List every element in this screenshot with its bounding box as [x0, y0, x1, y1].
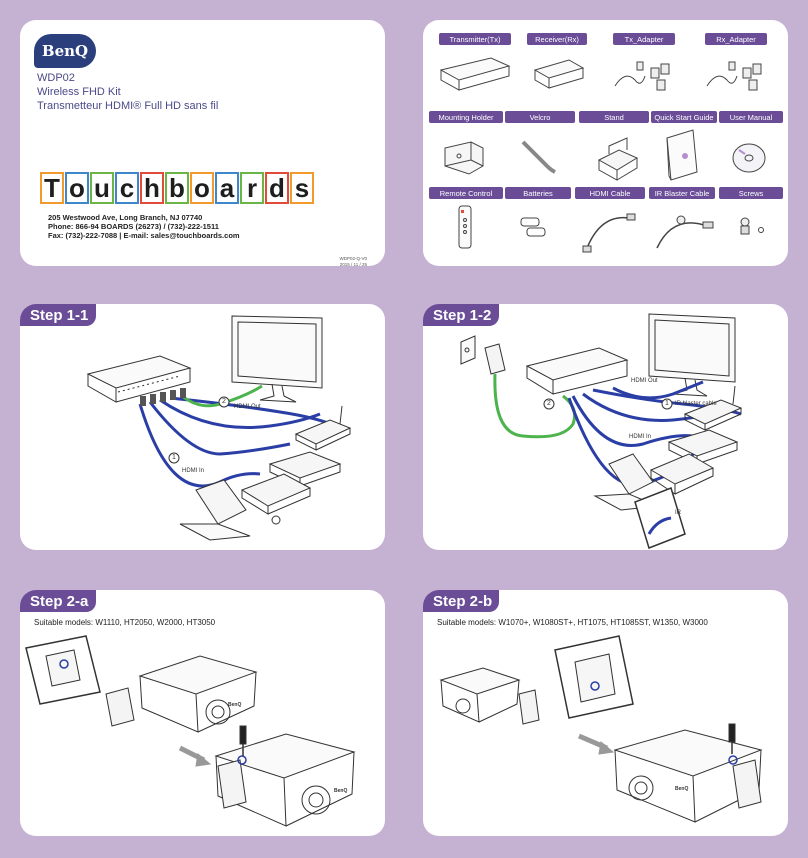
stand-illustration [599, 138, 637, 180]
clip-device-illustration [519, 690, 539, 724]
step-1-2-diagram [423, 304, 788, 550]
cover-panel [20, 20, 385, 266]
step-2-b-tag: Step 2-b [423, 590, 499, 612]
rx-adapter-illustration [707, 62, 761, 90]
projector-brand-bottom: BenQ [675, 786, 689, 792]
parts-illustrations [423, 20, 788, 266]
dealer-phone: Phone: 866-94 BOARDS (26273) / (732)-222-1511 [48, 222, 219, 231]
step-2-a-panel [20, 590, 385, 836]
ir-zoom-inset [635, 488, 685, 548]
laptop-illustration [180, 480, 250, 540]
mounted-device-illustration [218, 756, 246, 808]
step-2-a-tag: Step 2-a [20, 590, 96, 612]
receiver-illustration [535, 60, 583, 88]
part-label-screws: Screws [719, 187, 783, 199]
callout-num-2: 2 [547, 400, 551, 407]
dealer-fax: Fax: (732)-222-7088 | E-mail: sales@touchboards.com [48, 231, 240, 240]
callout-num-1: 1 [665, 400, 669, 407]
part-label-tx-adapter: Tx_Adapter [613, 33, 675, 45]
mounting-holder-illustration [445, 142, 483, 174]
touchboards-wordmark [40, 172, 315, 204]
game-console-illustration [651, 454, 713, 494]
receiver-device-illustration [685, 386, 741, 430]
transmitter-box-illustration [527, 348, 627, 394]
clip-device-illustration [106, 688, 134, 726]
mounted-device-illustration [729, 756, 761, 808]
quick-start-guide-illustration [667, 130, 697, 180]
part-label-receiver: Receiver(Rx) [527, 33, 587, 45]
projector-brand-top: BenQ [228, 702, 242, 708]
model-name: WDP02 [37, 72, 75, 84]
part-label-rx-adapter: Rx_Adapter [705, 33, 767, 45]
part-label-quick-start-guide: Quick Start Guide [651, 111, 717, 123]
tx-adapter-illustration [615, 62, 669, 90]
doc-date: 2015 / 11 / 25 [339, 262, 367, 266]
suitable-models-2a: Suitable models: W1110, HT2050, W2000, HT3050 [34, 618, 216, 627]
touchboards-logo [40, 172, 315, 204]
benq-logo: BenQ [34, 34, 96, 68]
step-1-1-panel [20, 304, 385, 550]
label-hdmi-in: HDMI In [182, 468, 205, 474]
batteries-illustration [521, 218, 545, 236]
step-2-a-diagram [20, 590, 385, 836]
part-label-transmitter: Transmitter(Tx) [439, 33, 511, 45]
part-label-mounting-holder: Mounting Holder [429, 111, 503, 123]
part-label-ir-blaster-cable: IR Blaster Cable [649, 187, 715, 199]
part-label-velcro: Velcro [505, 111, 575, 123]
touchboards-letter: c [115, 172, 139, 204]
step-1-2-tag: Step 1-2 [423, 304, 499, 326]
power-adapter-illustration [485, 344, 505, 374]
receiver-device-illustration [296, 406, 350, 450]
touchboards-letter: h [140, 172, 164, 204]
hdmi-cable-illustration [583, 214, 635, 252]
label-ir: IR [675, 510, 681, 516]
down-arrow-head [196, 754, 210, 766]
touchboards-letter: d [265, 172, 289, 204]
part-label-hdmi-cable: HDMI Cable [575, 187, 645, 199]
suitable-models-2b: Suitable models: W1070+, W1080ST+, HT1075, HT1085ST, W1350, W3000 [437, 618, 708, 627]
bracket-zoom-inset [26, 636, 100, 704]
projector-top-illustration [441, 668, 519, 722]
dealer-address: 205 Westwood Ave, Long Branch, NJ 07740 [48, 213, 203, 222]
subtitle-en: Wireless FHD Kit [37, 86, 121, 98]
step-1-2-panel [423, 304, 788, 550]
package-contents-panel [423, 20, 788, 266]
ir-blaster-illustration [657, 216, 713, 248]
touchboards-letter: a [215, 172, 239, 204]
wall-outlet-illustration [461, 336, 475, 364]
bracket-zoom-inset [555, 636, 633, 718]
transmitter-illustration [441, 58, 509, 90]
monitor-illustration [232, 316, 322, 402]
down-arrow-head [599, 742, 613, 754]
part-label-remote-control: Remote Control [429, 187, 503, 199]
label-hdmi-in: HDMI In [629, 434, 652, 440]
screws-illustration [741, 218, 764, 234]
label-hdmi-out: HDMI Out [234, 404, 261, 410]
touchboards-letter: s [290, 172, 314, 204]
part-label-user-manual: User Manual [719, 111, 783, 123]
projector-brand-bottom: BenQ [334, 788, 348, 794]
part-label-batteries: Batteries [505, 187, 571, 199]
projector-top-illustration [140, 656, 256, 732]
user-manual-cd-illustration [733, 144, 765, 172]
touchboards-letter: T [40, 172, 64, 204]
callout-num-2: 2 [222, 398, 226, 405]
subtitle-fr: Transmetteur HDMI® Full HD sans fil [37, 100, 219, 112]
step-2-b-panel [423, 590, 788, 836]
part-label-stand: Stand [579, 111, 649, 123]
monitor-illustration [649, 314, 735, 396]
label-ir-blaster-cable: IR blaster cable [675, 401, 717, 407]
doc-code: WDP02-Q-V0 [339, 256, 367, 261]
step-1-1-tag: Step 1-1 [20, 304, 96, 326]
step-1-1-diagram [20, 304, 385, 550]
step-2-b-diagram [423, 590, 788, 836]
touchboards-letter: o [190, 172, 214, 204]
remote-control-illustration [459, 206, 471, 248]
callout-num-1: 1 [172, 454, 176, 461]
power-cable [495, 374, 575, 437]
label-hdmi-out: HDMI Out [631, 378, 658, 384]
touchboards-letter: o [65, 172, 89, 204]
touchboards-letter: r [240, 172, 264, 204]
touchboards-letter: b [165, 172, 189, 204]
velcro-illustration [523, 142, 555, 172]
touchboards-letter: u [90, 172, 114, 204]
